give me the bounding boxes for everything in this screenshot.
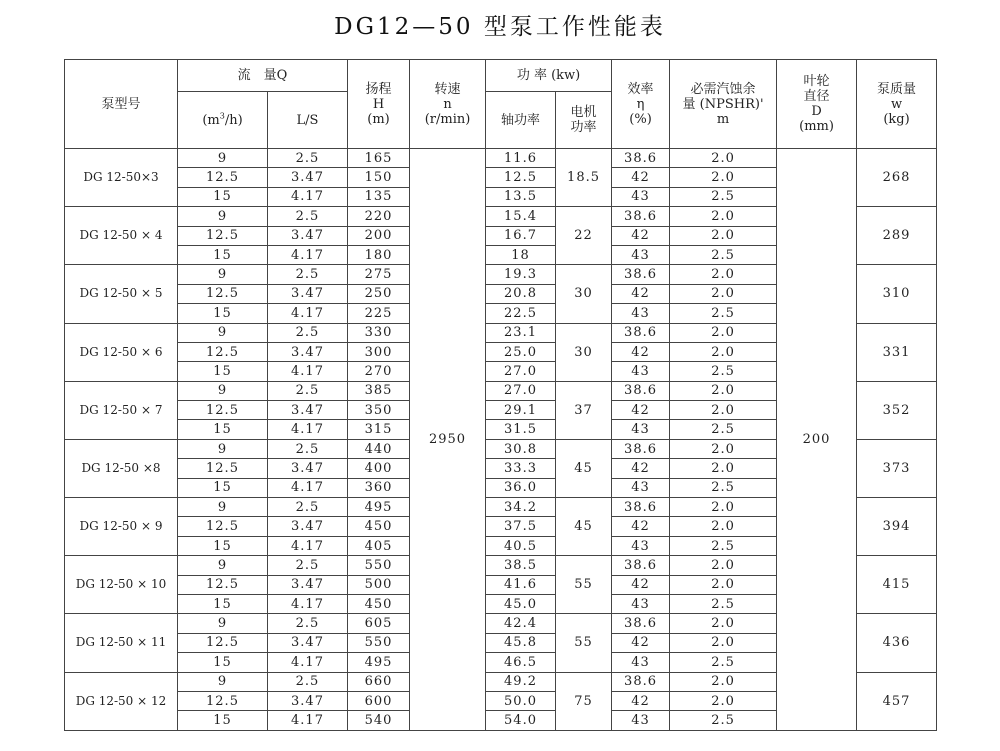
shaft-power-cell: 50.0	[486, 691, 556, 710]
flow-m3h-cell: 9	[178, 498, 268, 517]
header-speed	[410, 60, 486, 149]
head-cell: 275	[348, 265, 410, 284]
flow-ls-cell: 2.5	[268, 149, 348, 168]
npsh-cell: 2.0	[670, 633, 777, 652]
efficiency-cell: 43	[612, 711, 670, 730]
flow-m3h-cell: 9	[178, 381, 268, 400]
pump-mass-cell: 394	[857, 498, 937, 556]
motor-power-cell: 75	[556, 672, 612, 730]
pump-model-cell: DG 12-50 × 9	[65, 498, 178, 556]
shaft-power-cell: 31.5	[486, 420, 556, 439]
header-shaft-power: 轴功率	[486, 92, 556, 149]
efficiency-cell: 42	[612, 633, 670, 652]
efficiency-cell: 43	[612, 187, 670, 206]
npsh-cell: 2.0	[670, 226, 777, 245]
flow-m3h-cell: 12.5	[178, 168, 268, 187]
flow-m3h-cell: 15	[178, 653, 268, 672]
shaft-power-cell: 45.8	[486, 633, 556, 652]
efficiency-cell: 42	[612, 401, 670, 420]
flow-ls-cell: 4.17	[268, 304, 348, 323]
flow-ls-cell: 2.5	[268, 439, 348, 458]
npsh-cell: 2.5	[670, 245, 777, 264]
flow-m3h-cell: 12.5	[178, 691, 268, 710]
header-motor-power	[556, 92, 612, 149]
npsh-cell: 2.0	[670, 207, 777, 226]
npsh-cell: 2.0	[670, 323, 777, 342]
shaft-power-cell: 46.5	[486, 653, 556, 672]
efficiency-cell: 43	[612, 245, 670, 264]
shaft-power-cell: 12.5	[486, 168, 556, 187]
head-cell: 385	[348, 381, 410, 400]
header-impeller-symbol: D	[811, 104, 822, 119]
npsh-cell: 2.0	[670, 265, 777, 284]
header-mass-name: 泵质量	[877, 81, 917, 97]
efficiency-cell: 38.6	[612, 556, 670, 575]
shaft-power-cell: 38.5	[486, 556, 556, 575]
shaft-power-cell: 13.5	[486, 187, 556, 206]
efficiency-cell: 38.6	[612, 672, 670, 691]
efficiency-cell: 42	[612, 575, 670, 594]
flow-ls-cell: 3.47	[268, 575, 348, 594]
npsh-cell: 2.0	[670, 381, 777, 400]
head-cell: 450	[348, 594, 410, 613]
flow-ls-cell: 2.5	[268, 614, 348, 633]
head-cell: 405	[348, 536, 410, 555]
npsh-cell: 2.5	[670, 187, 777, 206]
flow-m3h-cell: 12.5	[178, 342, 268, 361]
header-head	[348, 60, 410, 149]
shaft-power-cell: 11.6	[486, 149, 556, 168]
pump-model-cell: DG 12-50 × 7	[65, 381, 178, 439]
flow-m3h-cell: 12.5	[178, 517, 268, 536]
header-flow-m3h: $(m^3/h)$	[178, 92, 268, 149]
flow-ls-cell: 3.47	[268, 633, 348, 652]
pump-model-cell: DG 12-50×3	[65, 149, 178, 207]
efficiency-cell: 38.6	[612, 439, 670, 458]
flow-m3h-cell: 9	[178, 672, 268, 691]
flow-m3h-cell: 9	[178, 149, 268, 168]
head-cell: 135	[348, 187, 410, 206]
head-cell: 150	[348, 168, 410, 187]
shaft-power-cell: 27.0	[486, 362, 556, 381]
header-model: 泵型号	[65, 60, 178, 149]
npsh-cell: 2.0	[670, 614, 777, 633]
shaft-power-cell: 42.4	[486, 614, 556, 633]
flow-m3h-cell: 12.5	[178, 401, 268, 420]
npsh-cell: 2.0	[670, 401, 777, 420]
efficiency-cell: 42	[612, 284, 670, 303]
header-impeller-name1: 叶轮	[803, 74, 830, 89]
motor-power-cell: 30	[556, 265, 612, 323]
motor-power-cell: 45	[556, 498, 612, 556]
pump-mass-cell: 310	[857, 265, 937, 323]
header-flow: 流 量Q	[178, 60, 348, 92]
flow-ls-cell: 3.47	[268, 168, 348, 187]
shaft-power-cell: 25.0	[486, 342, 556, 361]
efficiency-cell: 42	[612, 342, 670, 361]
flow-m3h-cell: 9	[178, 207, 268, 226]
pump-model-cell: DG 12-50 ×8	[65, 439, 178, 497]
header-eff-unit: (%)	[629, 111, 652, 127]
header-head-symbol: H	[372, 96, 385, 112]
pump-mass-cell: 289	[857, 207, 937, 265]
npsh-cell: 2.0	[670, 459, 777, 478]
flow-ls-cell: 3.47	[268, 284, 348, 303]
shaft-power-cell: 29.1	[486, 401, 556, 420]
flow-m3h-cell: 15	[178, 536, 268, 555]
npsh-cell: 2.0	[670, 149, 777, 168]
speed-cell: 2950	[410, 149, 486, 731]
pump-model-cell: DG 12-50 × 12	[65, 672, 178, 730]
shaft-power-cell: 54.0	[486, 711, 556, 730]
flow-ls-cell: 3.47	[268, 517, 348, 536]
npsh-cell: 2.5	[670, 594, 777, 613]
shaft-power-cell: 23.1	[486, 323, 556, 342]
npsh-cell: 2.0	[670, 168, 777, 187]
flow-m3h-cell: 15	[178, 594, 268, 613]
head-cell: 165	[348, 149, 410, 168]
efficiency-cell: 38.6	[612, 498, 670, 517]
npsh-cell: 2.0	[670, 556, 777, 575]
header-impeller	[777, 60, 857, 149]
flow-ls-cell: 3.47	[268, 691, 348, 710]
pump-mass-cell: 457	[857, 672, 937, 730]
pump-model-cell: DG 12-50 × 5	[65, 265, 178, 323]
motor-power-cell: 18.5	[556, 149, 612, 207]
flow-ls-cell: 4.17	[268, 245, 348, 264]
flow-m3h-cell: 12.5	[178, 575, 268, 594]
npsh-cell: 2.0	[670, 575, 777, 594]
flow-m3h-cell: 9	[178, 265, 268, 284]
header-power: 功 率 (kw)	[486, 60, 612, 92]
shaft-power-cell: 37.5	[486, 517, 556, 536]
head-cell: 270	[348, 362, 410, 381]
flow-m3h-cell: 9	[178, 323, 268, 342]
header-motor-power-l1: 电机	[570, 105, 597, 120]
header-flow-ls: L/S	[268, 92, 348, 149]
flow-m3h-cell: 15	[178, 478, 268, 497]
efficiency-cell: 42	[612, 691, 670, 710]
head-cell: 660	[348, 672, 410, 691]
flow-ls-cell: 4.17	[268, 478, 348, 497]
shaft-power-cell: 34.2	[486, 498, 556, 517]
efficiency-cell: 43	[612, 420, 670, 439]
flow-ls-cell: 4.17	[268, 362, 348, 381]
npsh-cell: 2.5	[670, 478, 777, 497]
npsh-cell: 2.5	[670, 420, 777, 439]
head-cell: 600	[348, 691, 410, 710]
npsh-cell: 2.0	[670, 498, 777, 517]
head-cell: 360	[348, 478, 410, 497]
npsh-cell: 2.5	[670, 304, 777, 323]
flow-ls-cell: 2.5	[268, 381, 348, 400]
shaft-power-cell: 15.4	[486, 207, 556, 226]
header-eff-symbol: η	[636, 96, 645, 112]
npsh-cell: 2.0	[670, 691, 777, 710]
efficiency-cell: 38.6	[612, 323, 670, 342]
header-motor-power-l2: 功率	[570, 120, 597, 135]
header-speed-symbol: n	[443, 96, 452, 112]
shaft-power-cell: 18	[486, 245, 556, 264]
shaft-power-cell: 30.8	[486, 439, 556, 458]
head-cell: 180	[348, 245, 410, 264]
head-cell: 220	[348, 207, 410, 226]
header-speed-name: 转速	[434, 81, 461, 97]
npsh-cell: 2.0	[670, 439, 777, 458]
shaft-power-cell: 41.6	[486, 575, 556, 594]
head-cell: 400	[348, 459, 410, 478]
npsh-cell: 2.0	[670, 284, 777, 303]
npsh-cell: 2.5	[670, 536, 777, 555]
efficiency-cell: 38.6	[612, 149, 670, 168]
npsh-cell: 2.5	[670, 653, 777, 672]
flow-m3h-cell: 15	[178, 711, 268, 730]
efficiency-cell: 43	[612, 536, 670, 555]
head-cell: 350	[348, 401, 410, 420]
flow-m3h-cell: 15	[178, 245, 268, 264]
motor-power-cell: 55	[556, 556, 612, 614]
pump-mass-cell: 352	[857, 381, 937, 439]
flow-ls-cell: 4.17	[268, 711, 348, 730]
shaft-power-cell: 36.0	[486, 478, 556, 497]
flow-m3h-cell: 12.5	[178, 459, 268, 478]
efficiency-cell: 38.6	[612, 381, 670, 400]
flow-ls-cell: 3.47	[268, 459, 348, 478]
flow-ls-cell: 3.47	[268, 226, 348, 245]
head-cell: 495	[348, 498, 410, 517]
head-cell: 330	[348, 323, 410, 342]
head-cell: 250	[348, 284, 410, 303]
page-title: DG12—50 型泵工作性能表	[334, 14, 666, 40]
motor-power-cell: 37	[556, 381, 612, 439]
head-cell: 450	[348, 517, 410, 536]
flow-m3h-cell: 15	[178, 420, 268, 439]
head-cell: 500	[348, 575, 410, 594]
header-head-name: 扬程	[365, 81, 392, 97]
header-impeller-unit: (mm)	[799, 119, 834, 134]
flow-ls-cell: 3.47	[268, 342, 348, 361]
shaft-power-cell: 33.3	[486, 459, 556, 478]
shaft-power-cell: 20.8	[486, 284, 556, 303]
npsh-cell: 2.5	[670, 711, 777, 730]
flow-ls-cell: 2.5	[268, 556, 348, 575]
head-cell: 605	[348, 614, 410, 633]
motor-power-cell: 55	[556, 614, 612, 672]
flow-ls-cell: 4.17	[268, 536, 348, 555]
efficiency-cell: 38.6	[612, 614, 670, 633]
head-cell: 550	[348, 556, 410, 575]
header-npsh-name: 必需汽蚀余	[690, 81, 756, 97]
flow-m3h-cell: 15	[178, 304, 268, 323]
npsh-cell: 2.0	[670, 342, 777, 361]
head-cell: 540	[348, 711, 410, 730]
header-impeller-name2: 直径	[803, 89, 830, 104]
head-cell: 315	[348, 420, 410, 439]
motor-power-cell: 30	[556, 323, 612, 381]
flow-ls-cell: 4.17	[268, 653, 348, 672]
flow-ls-cell: 3.47	[268, 401, 348, 420]
header-npsh-unit: m	[716, 111, 730, 127]
pump-mass-cell: 331	[857, 323, 937, 381]
flow-ls-cell: 4.17	[268, 594, 348, 613]
head-cell: 200	[348, 226, 410, 245]
flow-m3h-cell: 12.5	[178, 284, 268, 303]
impeller-diameter-cell: 200	[777, 149, 857, 731]
flow-m3h-cell: 12.5	[178, 226, 268, 245]
flow-m3h-cell: 9	[178, 556, 268, 575]
pump-mass-cell: 436	[857, 614, 937, 672]
efficiency-cell: 43	[612, 304, 670, 323]
table-body	[65, 149, 937, 731]
flow-ls-cell: 2.5	[268, 323, 348, 342]
header-efficiency	[612, 60, 670, 149]
shaft-power-cell: 27.0	[486, 381, 556, 400]
efficiency-cell: 43	[612, 362, 670, 381]
npsh-cell: 2.0	[670, 517, 777, 536]
header-mass-unit: (kg)	[883, 111, 910, 127]
flow-ls-cell: 2.5	[268, 265, 348, 284]
flow-ls-cell: 4.17	[268, 187, 348, 206]
motor-power-cell: 22	[556, 207, 612, 265]
efficiency-cell: 38.6	[612, 207, 670, 226]
shaft-power-cell: 49.2	[486, 672, 556, 691]
shaft-power-cell: 45.0	[486, 594, 556, 613]
pump-model-cell: DG 12-50 × 6	[65, 323, 178, 381]
header-head-unit: (m)	[367, 111, 390, 127]
pump-mass-cell: 415	[857, 556, 937, 614]
efficiency-cell: 42	[612, 168, 670, 187]
header-speed-unit: (r/min)	[424, 111, 471, 127]
head-cell: 225	[348, 304, 410, 323]
efficiency-cell: 42	[612, 517, 670, 536]
header-mass-symbol: w	[890, 96, 903, 112]
flow-m3h-cell: 9	[178, 614, 268, 633]
header-npsh-symbol: 量 (NPSHR)'	[682, 96, 764, 112]
header-row-1	[65, 60, 937, 92]
pump-model-cell: DG 12-50 × 11	[65, 614, 178, 672]
flow-ls-cell: 2.5	[268, 672, 348, 691]
header-npsh	[670, 60, 777, 149]
head-cell: 440	[348, 439, 410, 458]
header-eff-name: 效率	[627, 81, 654, 97]
head-cell: 495	[348, 653, 410, 672]
pump-performance-table	[64, 59, 937, 731]
flow-ls-cell: 4.17	[268, 420, 348, 439]
header-mass	[857, 60, 937, 149]
flow-m3h-cell: 9	[178, 439, 268, 458]
flow-m3h-cell: 15	[178, 362, 268, 381]
shaft-power-cell: 22.5	[486, 304, 556, 323]
flow-ls-cell: 2.5	[268, 207, 348, 226]
pump-mass-cell: 373	[857, 439, 937, 497]
flow-m3h-cell: 12.5	[178, 633, 268, 652]
npsh-cell: 2.5	[670, 362, 777, 381]
head-cell: 300	[348, 342, 410, 361]
pump-mass-cell: 268	[857, 149, 937, 207]
motor-power-cell: 45	[556, 439, 612, 497]
pump-model-cell: DG 12-50 × 4	[65, 207, 178, 265]
shaft-power-cell: 19.3	[486, 265, 556, 284]
efficiency-cell: 43	[612, 653, 670, 672]
efficiency-cell: 43	[612, 594, 670, 613]
flow-ls-cell: 2.5	[268, 498, 348, 517]
pump-model-cell: DG 12-50 × 10	[65, 556, 178, 614]
efficiency-cell: 42	[612, 459, 670, 478]
shaft-power-cell: 16.7	[486, 226, 556, 245]
efficiency-cell: 38.6	[612, 265, 670, 284]
efficiency-cell: 42	[612, 226, 670, 245]
table-row	[65, 149, 937, 168]
npsh-cell: 2.0	[670, 672, 777, 691]
shaft-power-cell: 40.5	[486, 536, 556, 555]
head-cell: 550	[348, 633, 410, 652]
efficiency-cell: 43	[612, 478, 670, 497]
flow-m3h-cell: 15	[178, 187, 268, 206]
